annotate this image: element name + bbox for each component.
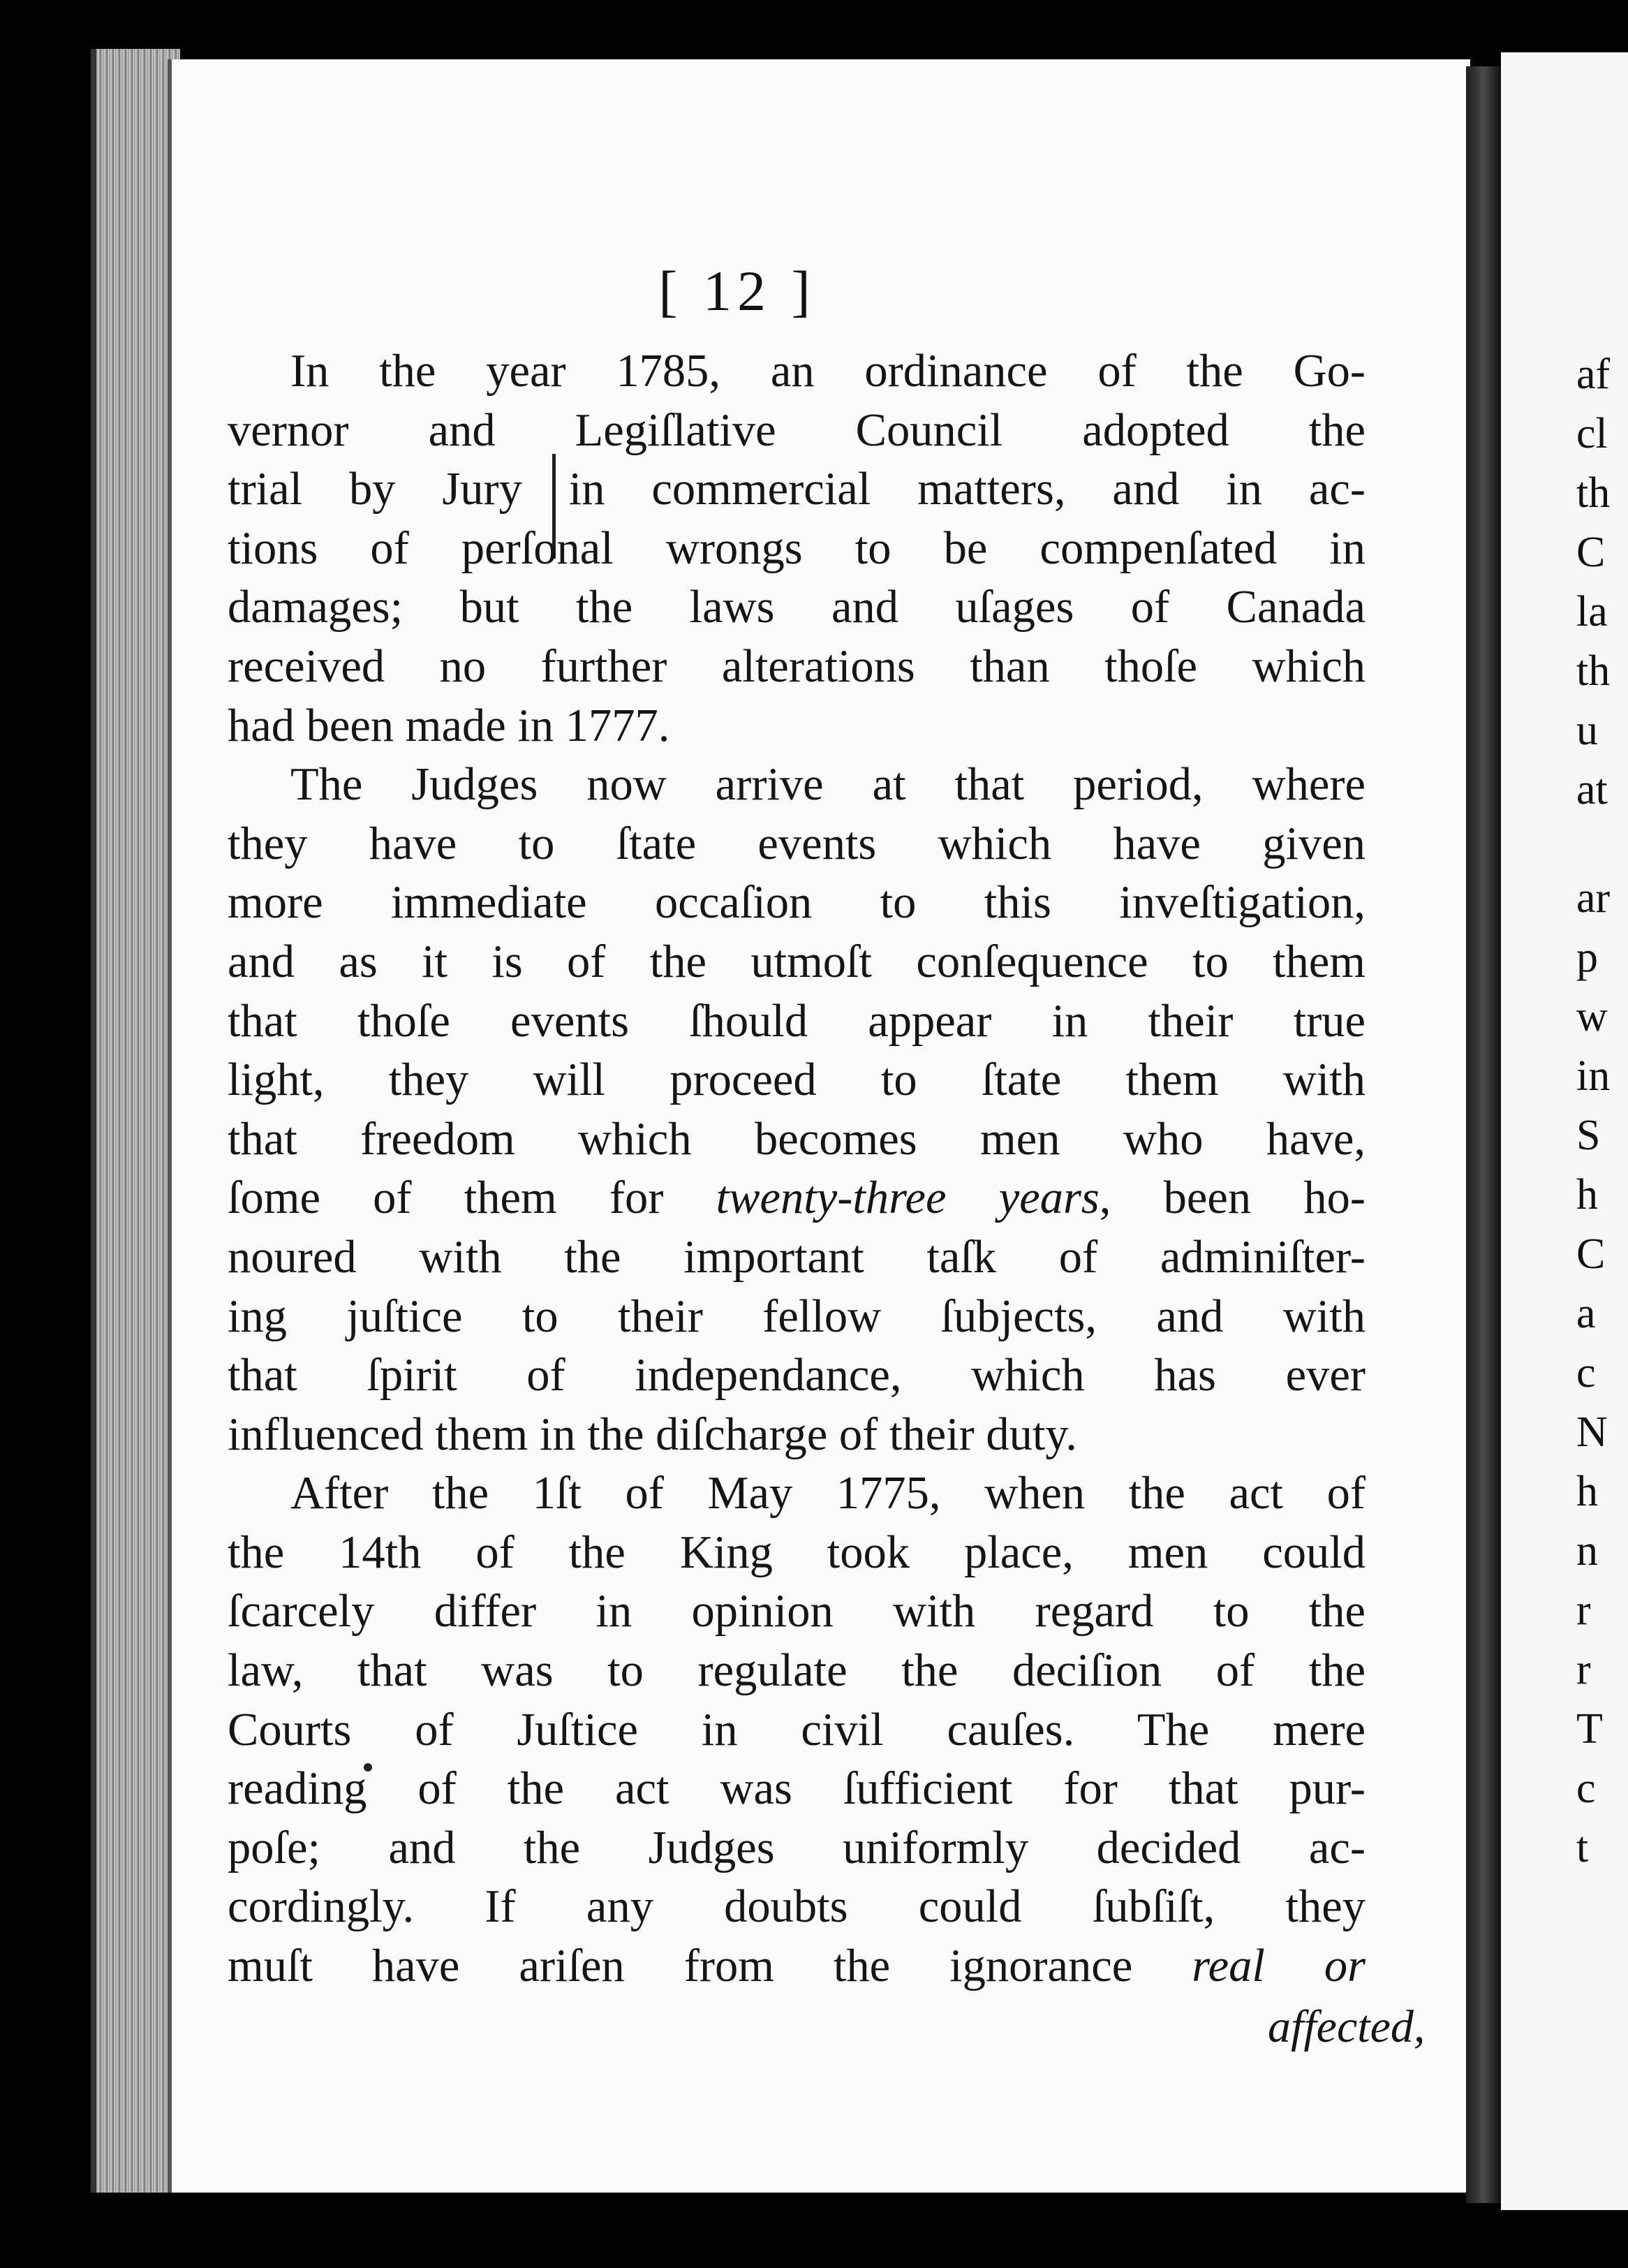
facing-line-fragment: C	[1576, 1230, 1606, 1278]
facing-line-fragment: at	[1576, 766, 1608, 813]
text-line: more immediate occaſion to this inveſtigation,	[228, 877, 1366, 929]
text-line: damages; but the laws and uſages of Canada	[228, 582, 1366, 633]
text-line: muſt have ariſen from the ignorance real or	[228, 1941, 1366, 1992]
text-line: law, that was to regulate the deciſion of the	[228, 1645, 1366, 1697]
facing-line-fragment: S	[1576, 1112, 1601, 1159]
catchword: affected,	[1268, 2001, 1426, 2052]
facing-line-fragment: af	[1576, 351, 1611, 398]
facing-line-fragment: r	[1576, 1586, 1591, 1634]
text-line: that freedom which becomes men who have,	[228, 1113, 1366, 1165]
facing-line-fragment: h	[1576, 1171, 1598, 1218]
facing-line-fragment: u	[1576, 707, 1598, 754]
text-line: noured with the important taſk of adminiſter-	[228, 1231, 1366, 1283]
text-line: and as it is of the utmoſt conſequence to them	[228, 936, 1366, 987]
facing-line-fragment: p	[1576, 934, 1598, 981]
text-line: that ſpirit of independance, which has ever	[228, 1350, 1366, 1401]
text-line: ing juſtice to their fellow ſubjects, and with	[228, 1290, 1366, 1342]
text-line: tions of perſonal wrongs to be compenſated in	[228, 522, 1366, 574]
facing-line-fragment: c	[1576, 1765, 1596, 1812]
facing-page-fragment	[1501, 52, 1628, 2210]
text-line: In the year 1785, an ordinance of the Go-	[290, 346, 1366, 397]
text-line: The Judges now arrive at that period, where	[290, 759, 1366, 811]
facing-line-fragment: N	[1576, 1408, 1608, 1456]
facing-line-fragment: th	[1576, 469, 1611, 517]
facing-line-fragment: w	[1576, 993, 1608, 1040]
facing-line-fragment: cl	[1576, 410, 1608, 457]
facing-line-fragment: c	[1576, 1349, 1596, 1397]
text-line: ſcarcely differ in opinion with regard to the	[228, 1586, 1366, 1637]
facing-line-fragment: la	[1576, 588, 1608, 635]
text-line: cordingly. If any doubts could ſubſiſt, they	[228, 1881, 1366, 1933]
facing-line-fragment: h	[1576, 1468, 1598, 1515]
text-line: reading of the act was ſufficient for that pur-	[228, 1763, 1366, 1815]
page-stack-edge	[91, 49, 180, 2193]
page-number-header: [ 12 ]	[658, 259, 816, 323]
text-line: After the 1ſt of May 1775, when the act of	[290, 1468, 1366, 1519]
facing-line-fragment: n	[1576, 1527, 1598, 1575]
facing-line-fragment: in	[1576, 1052, 1611, 1100]
text-line: had been made in 1777.	[228, 700, 670, 751]
text-line: they have to ſtate events which have given	[228, 818, 1366, 869]
book-page	[168, 59, 1470, 2193]
facing-line-fragment: T	[1576, 1705, 1603, 1753]
text-line: Courts of Juſtice in civil cauſes. The mere	[228, 1704, 1366, 1755]
facing-line-fragment: th	[1576, 647, 1611, 695]
facing-line-fragment: r	[1576, 1646, 1591, 1693]
facing-line-fragment: ar	[1576, 874, 1611, 922]
book-gutter	[1466, 66, 1501, 2203]
facing-line-fragment: a	[1576, 1290, 1596, 1337]
text-line: trial by Jury in commercial matters, and in ac-	[228, 464, 1366, 515]
text-line: vernor and Legiſlative Council adopted the	[228, 404, 1366, 456]
body-text	[228, 342, 1366, 1996]
facing-line-fragment: t	[1576, 1824, 1589, 1871]
text-line: light, they will proceed to ſtate them with	[228, 1054, 1366, 1106]
facing-line-fragment: C	[1576, 529, 1606, 576]
text-line: influenced them in the diſcharge of their duty.	[228, 1408, 1077, 1460]
text-line: received no further alterations than thoſe which	[228, 640, 1366, 692]
text-line: poſe; and the Judges uniformly decided ac-	[228, 1822, 1366, 1873]
text-line: the 14th of the King took place, men could	[228, 1526, 1366, 1578]
text-line: ſome of them for twenty-three years, been ho-	[228, 1172, 1366, 1224]
text-line: that thoſe events ſhould appear in their true	[228, 995, 1366, 1047]
